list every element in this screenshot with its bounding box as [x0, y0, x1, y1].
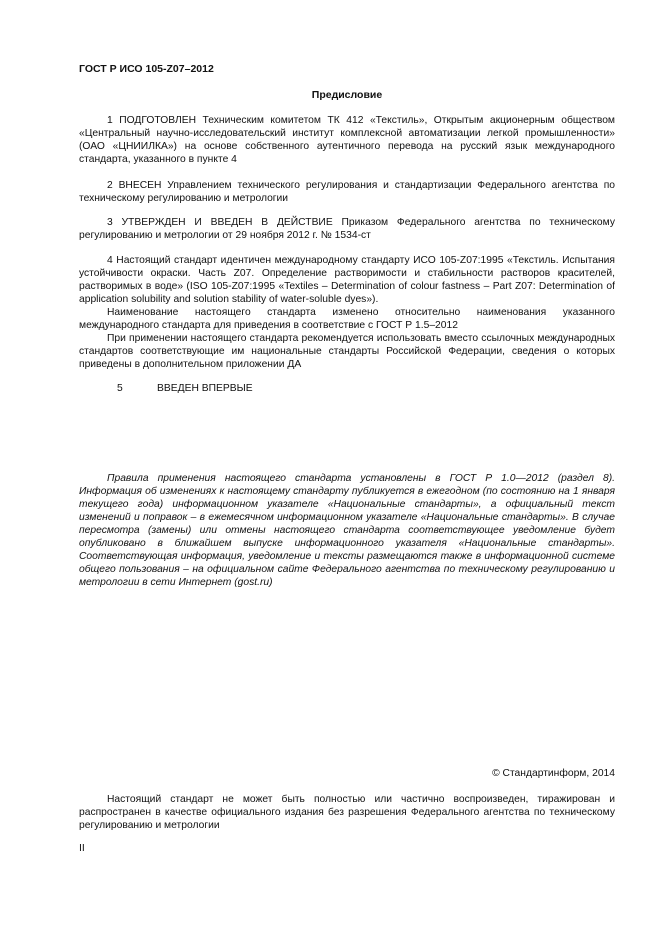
usage-notice-text: Правила применения настоящего стандарта установлены в ГОСТ Р 1.0—2012 (раздел 8). Информация об изменениях к настоящему стандарту публикуется в ежегодном (по состоянию на 1 января текущего года) информационном указателе «Национальные стандарты», а официальный текст изменений и поправок – в ежемесячном информационном указателе «Национальные стандарты». В случае пересмотра (замены) или отмены настоящего стандарта соответствующее уведомление будет опубликовано в ближайшем выпуске информационного указателя «Национальные стандарты». Соответствующая информация, уведомление и тексты размещаются также в информационной системе общего пользования – на официальном сайте Федерального агентства по техническому регулированию и метрологии в сети Интернет (gost.ru) — [79, 473, 615, 588]
foreword-item-5 — [79, 382, 615, 395]
section-title: Предисловие — [311, 89, 383, 101]
item-5-number: 5 — [117, 383, 123, 394]
reproduction-notice-text: Настоящий стандарт не может быть полностью или частично воспроизведен, тиражирован и распространен в качестве официального издания без разрешения Федерального агентства по техническому регулированию и метрологии — [79, 794, 615, 831]
item-1-text: 1 ПОДГОТОВЛЕН Техническим комитетом ТК 412 «Текстиль», Открытым акционерным обществом «Центральный научно-исследовательский институт комплексной автоматизации легкой промышленности» (ОАО «ЦНИИЛКА») на основе собственного аутентичного перевода на русский язык международного стандарта, указанного в пункте 4 — [79, 115, 615, 165]
item-2-text: 2 ВНЕСЕН Управлением технического регулирования и стандартизации Федерального агентства по техническому регулированию и метрологии — [79, 180, 615, 204]
item-4-text: 4 Настоящий стандарт идентичен международному стандарту ИСО 105-Z07:1995 «Текстиль. Испытания устойчивости окраски. Часть Z07. Определение растворимости и стабильности растворов красителей, растворимых в воде» (ISO 105-Z07:1995 «Textiles – Determination of colour fastness – Part Z07: Determination of application solubility and solution stability of water-soluble dyes»). — [79, 255, 615, 305]
reproduction-notice — [79, 793, 615, 832]
usage-notice — [79, 472, 615, 589]
standard-code: ГОСТ Р ИСО 105-Z07–2012 — [79, 63, 214, 75]
item-4-references-note: При применении настоящего стандарта рекомендуется использовать вместо ссылочных международных стандартов соответствующие им национальные стандарты Российской Федерации, сведения о которых приведены в дополнительном приложении ДА — [79, 333, 615, 370]
item-4-rename-note: Наименование настоящего стандарта изменено относительно наименования указанного международного стандарта для приведения в соответствие с ГОСТ Р 1.5–2012 — [79, 307, 615, 331]
copyright: © Стандартинформ, 2014 — [492, 768, 615, 779]
foreword-item-4 — [79, 254, 615, 371]
item-5-text: ВВЕДЕН ВПЕРВЫЕ — [157, 383, 253, 394]
foreword-item-1 — [79, 114, 615, 166]
item-3-text: 3 УТВЕРЖДЕН И ВВЕДЕН В ДЕЙСТВИЕ Приказом Федерального агентства по техническому регулированию и метрологии от 29 ноября 2012 г. № 1534-ст — [79, 217, 615, 241]
foreword-item-2 — [79, 179, 615, 205]
page-number: II — [79, 842, 85, 854]
foreword-item-3 — [79, 216, 615, 242]
